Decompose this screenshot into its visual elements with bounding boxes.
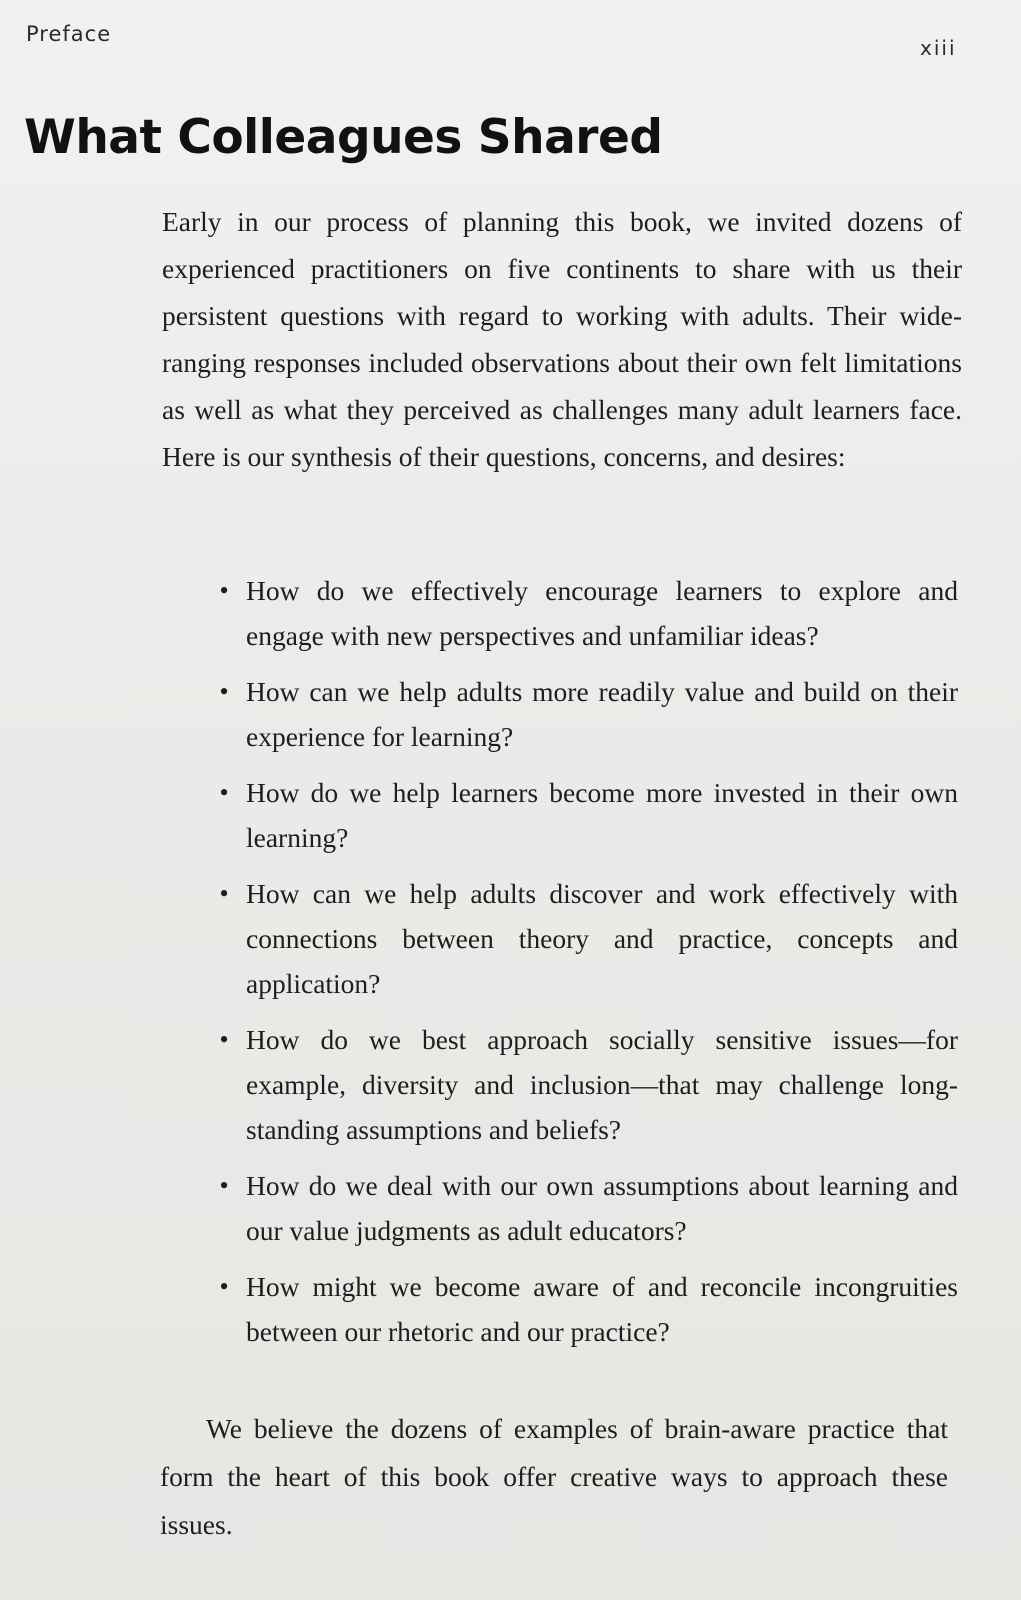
bullet-icon: • bbox=[219, 1171, 229, 1200]
list-item-text: How do we help learners become more invested in their own learning? bbox=[246, 777, 958, 853]
intro-paragraph: Early in our process of planning this book, we invited dozens of experienced practitioners on five continents to share with us their persistent questions with regard to working with adults. Their wide-ranging responses included observations about their own felt limitations as well as what they perceived as challenges many adult learners face. Here is our synthesis of their questions, concerns, and desires: bbox=[162, 206, 962, 472]
list-item-text: How do we effectively encourage learners to explore and engage with new perspectives and unfamiliar ideas? bbox=[246, 575, 958, 651]
list-item bbox=[214, 1163, 958, 1253]
bullet-icon: • bbox=[219, 778, 229, 807]
section-heading: What Colleagues Shared bbox=[24, 110, 663, 165]
list-item bbox=[214, 770, 958, 860]
bullet-icon: • bbox=[219, 1272, 229, 1301]
list-item-text: How do we best approach socially sensitive issues—for example, diversity and inclusion—that may challenge long-standing assumptions and beliefs? bbox=[246, 1024, 958, 1145]
list-item bbox=[214, 1264, 958, 1354]
page-number: xiii bbox=[920, 36, 957, 60]
list-item bbox=[214, 568, 958, 658]
list-item-text: How might we become aware of and reconcile incongruities between our rhetoric and our practice? bbox=[246, 1271, 958, 1347]
running-head: Preface bbox=[26, 22, 112, 46]
closing-paragraph: We believe the dozens of examples of brain-aware practice that form the heart of this book offer creative ways to approach these issues. bbox=[160, 1413, 948, 1540]
list-item-text: How do we deal with our own assumptions about learning and our value judgments as adult educators? bbox=[246, 1170, 958, 1246]
list-item-text: How can we help adults more readily value and build on their experience for learning? bbox=[246, 676, 958, 752]
bullet-icon: • bbox=[219, 576, 229, 605]
list-item bbox=[214, 1017, 958, 1152]
bullet-icon: • bbox=[219, 1025, 229, 1054]
list-item-text: How can we help adults discover and work effectively with connections between theory and practice, concepts and application? bbox=[246, 878, 958, 999]
list-item bbox=[214, 669, 958, 759]
question-list bbox=[214, 568, 958, 1365]
bullet-icon: • bbox=[219, 879, 229, 908]
list-item bbox=[214, 871, 958, 1006]
bullet-icon: • bbox=[219, 677, 229, 706]
